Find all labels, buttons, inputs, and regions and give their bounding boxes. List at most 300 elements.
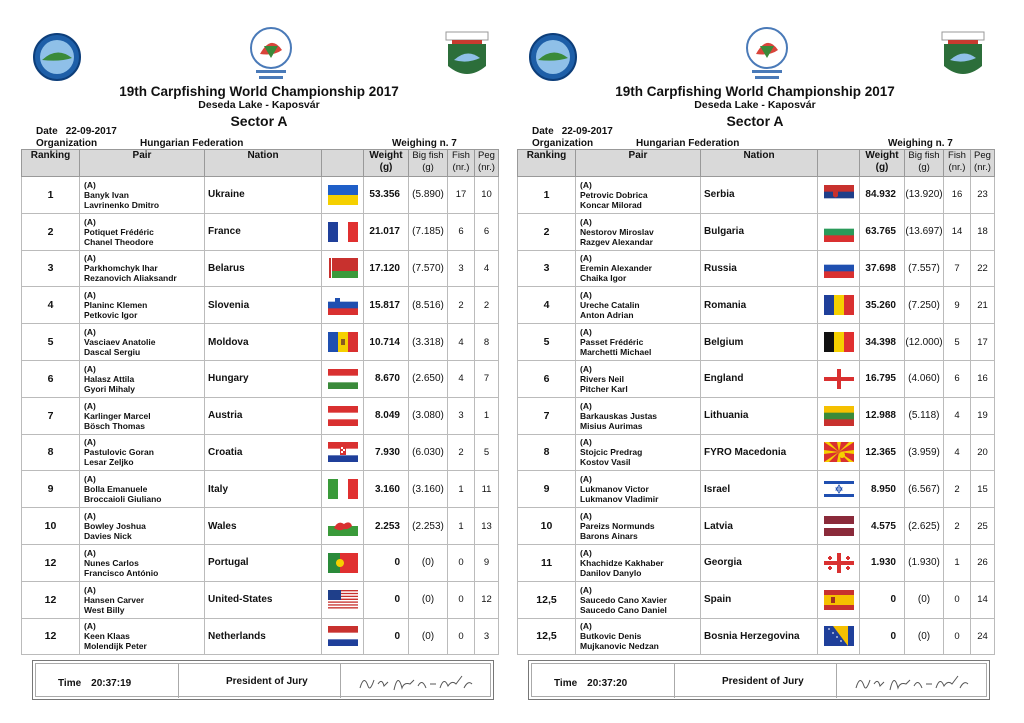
angler-name: Bösch Thomas xyxy=(84,420,145,431)
signature-icon xyxy=(852,670,972,696)
weight-cell: 34.398 xyxy=(860,324,905,361)
lithuania-flag-icon xyxy=(824,406,854,426)
rank-cell: 7 xyxy=(22,397,80,434)
date-value: 22-09-2017 xyxy=(65,126,117,137)
flag-cell xyxy=(322,287,364,324)
rank-cell: 10 xyxy=(22,508,80,545)
fish-count-cell: 6 xyxy=(944,360,971,397)
angler-name: West Billy xyxy=(84,604,125,615)
slovenia-flag-icon xyxy=(328,295,358,315)
header-flag xyxy=(322,150,364,177)
fish-count-cell: 4 xyxy=(944,434,971,471)
header-fish: Fish (nr.) xyxy=(448,150,475,177)
peg-cell: 18 xyxy=(971,213,995,250)
angler-name: Barons Ainars xyxy=(580,531,638,542)
pair-cell xyxy=(576,324,701,361)
peg-cell: 13 xyxy=(475,508,499,545)
fish-count-cell: 3 xyxy=(448,250,475,287)
organization-line xyxy=(532,138,740,149)
nation-cell: Romania xyxy=(701,287,818,324)
sector-tag: (A) xyxy=(580,584,592,595)
pair-cell xyxy=(80,250,205,287)
italy-flag-icon xyxy=(328,479,358,499)
nation-cell: Moldova xyxy=(205,324,322,361)
flag-cell xyxy=(322,360,364,397)
weight-cell: 17.120 xyxy=(364,250,409,287)
table-row xyxy=(518,287,995,324)
sector-title: Sector A xyxy=(726,113,784,129)
bigfish-cell: (13.920) xyxy=(905,177,944,214)
flag-cell xyxy=(818,213,860,250)
weight-cell: 0 xyxy=(860,618,905,655)
footer-divider xyxy=(836,664,837,698)
sector-tag: (A) xyxy=(84,400,96,411)
angler-name: Broccaioli Giuliano xyxy=(84,494,162,505)
pair-cell xyxy=(576,397,701,434)
angler-name: Petrovic Dobrica xyxy=(580,189,648,200)
sector-tag: (A) xyxy=(580,621,592,632)
peg-cell: 23 xyxy=(971,177,995,214)
organization-line xyxy=(36,138,244,149)
fish-count-cell: 4 xyxy=(448,324,475,361)
rank-cell: 6 xyxy=(518,360,576,397)
page-subtitle: Deseda Lake - Kaposvár xyxy=(198,99,320,111)
header-pair: Pair xyxy=(80,150,205,177)
nation-cell: Serbia xyxy=(701,177,818,214)
flag-cell xyxy=(322,213,364,250)
angler-name: Razgev Alexandar xyxy=(580,236,653,247)
angler-name: Pastulovic Goran xyxy=(84,447,154,458)
hungary-flag-icon xyxy=(328,369,358,389)
fish-count-cell: 7 xyxy=(944,250,971,287)
weight-cell: 3.160 xyxy=(364,471,409,508)
bigfish-cell: (6.567) xyxy=(905,471,944,508)
bigfish-cell: (2.650) xyxy=(409,360,448,397)
sector-tag: (A) xyxy=(84,290,96,301)
fish-count-cell: 17 xyxy=(448,177,475,214)
sector-tag: (A) xyxy=(580,400,592,411)
nation-cell: Italy xyxy=(205,471,322,508)
peg-cell: 10 xyxy=(475,177,499,214)
flag-cell xyxy=(322,471,364,508)
table-row xyxy=(22,177,499,214)
mohosz-logo-icon xyxy=(938,30,988,84)
romania-flag-icon xyxy=(824,295,854,315)
sector-tag: (A) xyxy=(84,437,96,448)
angler-name: Nestorov Miroslav xyxy=(580,226,654,237)
weight-cell: 12.988 xyxy=(860,397,905,434)
pair-cell xyxy=(80,618,205,655)
angler-name: Koncar Milorad xyxy=(580,199,642,210)
fish-count-cell: 0 xyxy=(944,618,971,655)
angler-name: Ureche Catalin xyxy=(580,300,640,311)
flag-cell xyxy=(818,250,860,287)
header-peg: Peg (nr.) xyxy=(971,150,995,177)
organization-value: Hungarian Federation xyxy=(140,138,244,149)
pair-cell xyxy=(80,213,205,250)
table-row xyxy=(22,581,499,618)
angler-name: Anton Adrian xyxy=(580,310,634,321)
angler-name: Banyk Ivan xyxy=(84,189,129,200)
angler-name: Khachidze Kakhaber xyxy=(580,557,664,568)
bigfish-cell: (7.570) xyxy=(409,250,448,287)
bigfish-cell: (3.959) xyxy=(905,434,944,471)
results-table xyxy=(517,149,995,655)
weight-cell: 16.795 xyxy=(860,360,905,397)
bigfish-cell: (2.625) xyxy=(905,508,944,545)
angler-name: Kostov Vasil xyxy=(580,457,631,468)
fish-count-cell: 9 xyxy=(944,287,971,324)
belarus-flag-icon xyxy=(328,258,358,278)
flag-cell xyxy=(818,544,860,581)
logos-row xyxy=(20,0,498,78)
rank-cell: 2 xyxy=(22,213,80,250)
president-of-jury-label: President of Jury xyxy=(226,676,308,687)
sector-tag: (A) xyxy=(84,216,96,227)
pair-cell xyxy=(576,250,701,287)
table-row xyxy=(518,471,995,508)
rank-cell: 12 xyxy=(22,618,80,655)
bigfish-cell: (7.557) xyxy=(905,250,944,287)
table-row xyxy=(22,434,499,471)
weight-cell: 2.253 xyxy=(364,508,409,545)
pair-cell xyxy=(80,581,205,618)
table-row xyxy=(518,581,995,618)
angler-name: Keen Klaas xyxy=(84,631,130,642)
fish-count-cell: 4 xyxy=(448,360,475,397)
rank-cell: 4 xyxy=(22,287,80,324)
fish-count-cell: 5 xyxy=(944,324,971,361)
nation-cell: Austria xyxy=(205,397,322,434)
pair-cell xyxy=(80,397,205,434)
nation-cell: United-States xyxy=(205,581,322,618)
nation-cell: Netherlands xyxy=(205,618,322,655)
weight-cell: 8.049 xyxy=(364,397,409,434)
fish-count-cell: 2 xyxy=(448,434,475,471)
peg-cell: 4 xyxy=(475,250,499,287)
peg-cell: 9 xyxy=(475,544,499,581)
footer-inner xyxy=(35,663,491,697)
nation-cell: Belgium xyxy=(701,324,818,361)
bigfish-cell: (2.253) xyxy=(409,508,448,545)
bigfish-cell: (12.000) xyxy=(905,324,944,361)
fish-count-cell: 2 xyxy=(944,471,971,508)
header-pair: Pair xyxy=(576,150,701,177)
time-label: Time xyxy=(58,678,82,689)
pair-cell xyxy=(80,508,205,545)
netherlands-flag-icon xyxy=(328,626,358,646)
england-flag-icon xyxy=(824,369,854,389)
fish-count-cell: 0 xyxy=(448,544,475,581)
rank-cell: 11 xyxy=(518,544,576,581)
flag-cell xyxy=(818,471,860,508)
austria-flag-icon xyxy=(328,406,358,426)
table-header-row xyxy=(22,150,499,177)
angler-name: Eremin Alexander xyxy=(580,263,652,274)
peg-cell: 26 xyxy=(971,544,995,581)
results-body xyxy=(22,177,499,655)
pair-cell xyxy=(576,287,701,324)
mohosz-logo-icon xyxy=(442,30,492,84)
angler-name: Lesar Zeljko xyxy=(84,457,134,468)
belgium-flag-icon xyxy=(824,332,854,352)
ukraine-flag-icon xyxy=(328,185,358,205)
angler-name: Stojcic Predrag xyxy=(580,447,643,458)
nation-cell: Georgia xyxy=(701,544,818,581)
results-sheet-left xyxy=(20,0,498,723)
fish-count-cell: 1 xyxy=(448,508,475,545)
flag-cell xyxy=(818,618,860,655)
header-nation: Nation xyxy=(205,150,322,177)
peg-cell: 5 xyxy=(475,434,499,471)
fips-logo-icon xyxy=(32,32,82,82)
angler-name: Pareizs Normunds xyxy=(580,521,655,532)
date-label: Date xyxy=(532,126,554,137)
serbia-flag-icon xyxy=(824,185,854,205)
header-peg: Peg (nr.) xyxy=(475,150,499,177)
sector-tag: (A) xyxy=(580,216,592,227)
sector-tag: (A) xyxy=(84,511,96,522)
sector-tag: (A) xyxy=(84,363,96,374)
weight-cell: 10.714 xyxy=(364,324,409,361)
angler-name: Rivers Neil xyxy=(580,373,624,384)
angler-name: Saucedo Cano Daniel xyxy=(580,604,667,615)
table-row xyxy=(22,213,499,250)
flag-cell xyxy=(322,434,364,471)
rank-cell: 12,5 xyxy=(518,581,576,618)
organization-value: Hungarian Federation xyxy=(636,138,740,149)
peg-cell: 25 xyxy=(971,508,995,545)
weight-cell: 4.575 xyxy=(860,508,905,545)
sector-tag: (A) xyxy=(580,327,592,338)
bigfish-cell: (5.118) xyxy=(905,397,944,434)
header-ranking: Ranking xyxy=(22,150,80,177)
france-flag-icon xyxy=(328,222,358,242)
results-table xyxy=(21,149,499,655)
nation-cell: France xyxy=(205,213,322,250)
pair-cell xyxy=(80,177,205,214)
flag-cell xyxy=(322,544,364,581)
time-label: Time xyxy=(554,678,578,689)
angler-name: Lukmanov Victor xyxy=(580,484,649,495)
rank-cell: 6 xyxy=(22,360,80,397)
flag-cell xyxy=(818,360,860,397)
fish-count-cell: 14 xyxy=(944,213,971,250)
fish-count-cell: 0 xyxy=(448,581,475,618)
table-row xyxy=(518,177,995,214)
pair-cell xyxy=(80,287,205,324)
sector-tag: (A) xyxy=(580,179,592,190)
sector-tag: (A) xyxy=(580,363,592,374)
nation-cell: Russia xyxy=(701,250,818,287)
peg-cell: 6 xyxy=(475,213,499,250)
peg-cell: 21 xyxy=(971,287,995,324)
table-row xyxy=(518,213,995,250)
header-ranking: Ranking xyxy=(518,150,576,177)
wales-flag-icon xyxy=(328,516,358,536)
sector-tag: (A) xyxy=(580,253,592,264)
table-row xyxy=(518,397,995,434)
rank-cell: 9 xyxy=(22,471,80,508)
peg-cell: 12 xyxy=(475,581,499,618)
table-row xyxy=(518,618,995,655)
nation-cell: Slovenia xyxy=(205,287,322,324)
russia-flag-icon xyxy=(824,258,854,278)
angler-name: Chanel Theodore xyxy=(84,236,154,247)
header-weight: Weight (g) xyxy=(860,150,905,177)
rank-cell: 8 xyxy=(22,434,80,471)
pair-cell xyxy=(80,434,205,471)
sector-title: Sector A xyxy=(230,113,288,129)
bigfish-cell: (7.185) xyxy=(409,213,448,250)
angler-name: Chaika Igor xyxy=(580,273,627,284)
peg-cell: 22 xyxy=(971,250,995,287)
rank-cell: 10 xyxy=(518,508,576,545)
rank-cell: 12,5 xyxy=(518,618,576,655)
fish-count-cell: 3 xyxy=(448,397,475,434)
footer-time xyxy=(554,678,627,689)
spain-flag-icon xyxy=(824,590,854,610)
weight-cell: 8.950 xyxy=(860,471,905,508)
fish-count-cell: 0 xyxy=(944,581,971,618)
rank-cell: 12 xyxy=(22,581,80,618)
rank-cell: 4 xyxy=(518,287,576,324)
pair-cell xyxy=(576,434,701,471)
weight-cell: 37.698 xyxy=(860,250,905,287)
croatia-flag-icon xyxy=(328,442,358,462)
angler-name: Barkauskas Justas xyxy=(580,410,658,421)
rank-cell: 12 xyxy=(22,544,80,581)
bigfish-cell: (0) xyxy=(409,618,448,655)
weighing-number: Weighing n. 7 xyxy=(392,138,457,149)
bigfish-cell: (6.030) xyxy=(409,434,448,471)
header-bigfish: Big fish (g) xyxy=(905,150,944,177)
bulgaria-flag-icon xyxy=(824,222,854,242)
angler-name: Dascal Sergiu xyxy=(84,347,141,358)
weight-cell: 0 xyxy=(364,618,409,655)
angler-name: Gyori Mihaly xyxy=(84,383,136,394)
table-row xyxy=(22,250,499,287)
pair-cell xyxy=(576,360,701,397)
weight-cell: 63.765 xyxy=(860,213,905,250)
header-weight: Weight (g) xyxy=(364,150,409,177)
weight-cell: 7.930 xyxy=(364,434,409,471)
fish-count-cell: 2 xyxy=(944,508,971,545)
table-row xyxy=(22,508,499,545)
logos-row xyxy=(516,0,994,78)
angler-name: Davies Nick xyxy=(84,531,132,542)
signature-icon xyxy=(356,670,476,696)
pair-cell xyxy=(576,213,701,250)
table-row xyxy=(22,618,499,655)
weight-cell: 8.670 xyxy=(364,360,409,397)
sector-tag: (A) xyxy=(580,437,592,448)
weight-cell: 12.365 xyxy=(860,434,905,471)
angler-name: Marchetti Michael xyxy=(580,347,652,358)
flag-cell xyxy=(818,581,860,618)
pair-cell xyxy=(80,544,205,581)
bigfish-cell: (3.318) xyxy=(409,324,448,361)
weight-cell: 0 xyxy=(364,544,409,581)
fish-count-cell: 1 xyxy=(448,471,475,508)
footer-divider xyxy=(340,664,341,698)
date-line xyxy=(36,126,125,137)
rank-cell: 3 xyxy=(518,250,576,287)
weight-cell: 0 xyxy=(860,581,905,618)
fish-count-cell: 4 xyxy=(944,397,971,434)
peg-cell: 19 xyxy=(971,397,995,434)
sector-tag: (A) xyxy=(84,253,96,264)
flag-cell xyxy=(322,324,364,361)
nation-cell: Hungary xyxy=(205,360,322,397)
pair-cell xyxy=(576,508,701,545)
rank-cell: 5 xyxy=(518,324,576,361)
usa-flag-icon xyxy=(328,590,358,610)
angler-name: Nunes Carlos xyxy=(84,557,139,568)
israel-flag-icon xyxy=(824,479,854,499)
peg-cell: 11 xyxy=(475,471,499,508)
angler-name: Petkovic Igor xyxy=(84,310,138,321)
organization-label: Organization xyxy=(532,138,594,149)
weight-cell: 0 xyxy=(364,581,409,618)
bigfish-cell: (1.930) xyxy=(905,544,944,581)
bigfish-cell: (0) xyxy=(905,618,944,655)
latvia-flag-icon xyxy=(824,516,854,536)
angler-name: Hansen Carver xyxy=(84,594,145,605)
bigfish-cell: (0) xyxy=(409,544,448,581)
footer-inner xyxy=(531,663,987,697)
nation-cell: Croatia xyxy=(205,434,322,471)
peg-cell: 14 xyxy=(971,581,995,618)
georgia-flag-icon xyxy=(824,553,854,573)
angler-name: Potiquet Frédéric xyxy=(84,226,154,237)
rank-cell: 3 xyxy=(22,250,80,287)
table-row xyxy=(518,434,995,471)
table-row xyxy=(22,324,499,361)
angler-name: Danilov Danylo xyxy=(580,567,642,578)
peg-cell: 15 xyxy=(971,471,995,508)
angler-name: Halasz Attila xyxy=(84,373,135,384)
flag-cell xyxy=(322,508,364,545)
header-fish: Fish (nr.) xyxy=(944,150,971,177)
angler-name: Bolla Emanuele xyxy=(84,484,148,495)
peg-cell: 17 xyxy=(971,324,995,361)
flag-cell xyxy=(818,508,860,545)
pair-cell xyxy=(80,324,205,361)
flag-cell xyxy=(818,324,860,361)
results-body xyxy=(518,177,995,655)
championship-logo-icon xyxy=(248,26,294,84)
angler-name: Rezanovich Aliaksandr xyxy=(84,273,177,284)
footer-box xyxy=(32,660,494,700)
portugal-flag-icon xyxy=(328,553,358,573)
bosnia-flag-icon xyxy=(824,626,854,646)
rank-cell: 8 xyxy=(518,434,576,471)
angler-name: Mujkanovic Nedzan xyxy=(580,641,659,652)
header-bigfish: Big fish (g) xyxy=(409,150,448,177)
flag-cell xyxy=(818,177,860,214)
fish-count-cell: 1 xyxy=(944,544,971,581)
header-nation: Nation xyxy=(701,150,818,177)
header-flag xyxy=(818,150,860,177)
table-header-row xyxy=(518,150,995,177)
flag-cell xyxy=(322,177,364,214)
angler-name: Karlinger Marcel xyxy=(84,410,151,421)
nation-cell: Bulgaria xyxy=(701,213,818,250)
bigfish-cell: (7.250) xyxy=(905,287,944,324)
flag-cell xyxy=(818,287,860,324)
bigfish-cell: (0) xyxy=(905,581,944,618)
